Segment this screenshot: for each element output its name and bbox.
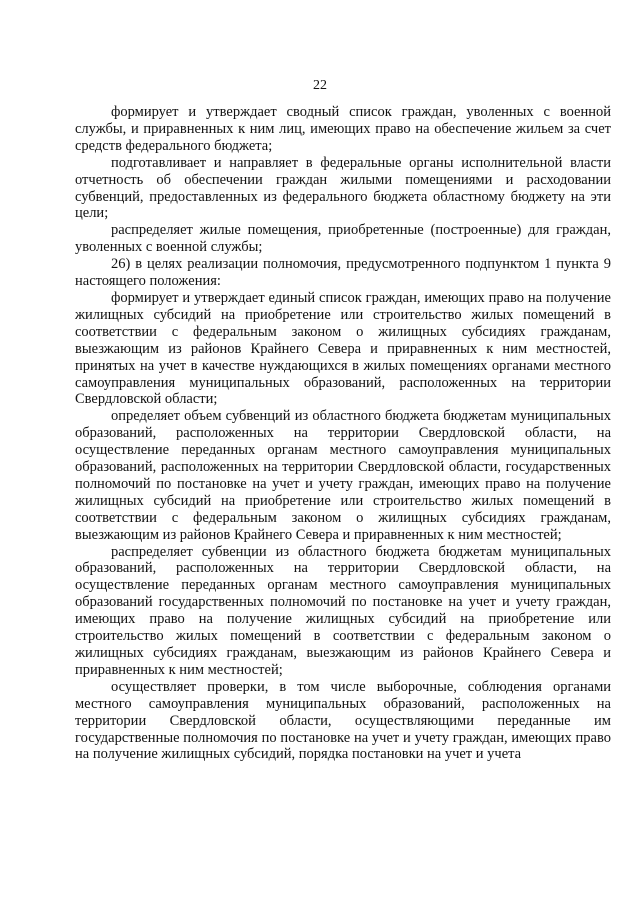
paragraph-subvention-volume: определяет объем субвенций из областного бюджета бюджетам муниципальных образований, расположенных на территории Свердловской области, на осуществление переданных органам местного самоуправления муниципальных образований, расположенных на территории Свердловской области, государственных полномочий по постановке на учет и учету граждан, имеющих право на получение жилищных субсидий на приобретение или строительство жилых помещений в соответствии с федеральным законом о жилищных субсидиях гражданам, выезжающим из районов Крайнего Севера и приравненных к ним местностей; xyxy=(75,408,611,543)
page-number: 22 xyxy=(313,78,327,93)
paragraph-consolidated-list: формирует и утверждает сводный список граждан, уволенных с военной службы, и приравненных к ним лиц, имеющих право на обеспечение жильем за счет средств федерального бюджета; xyxy=(75,104,611,154)
paragraph-item-26: 26) в целях реализации полномочия, предусмотренного подпунктом 1 пункта 9 настоящего положения: xyxy=(75,256,611,290)
paragraph-inspections: осуществляет проверки, в том числе выборочные, соблюдения органами местного самоуправления муниципальных образований, расположенных на территории Свердловской области, осуществляющими переданные им государственные полномочия по постановке на учет и учету граждан, имеющих право на получение жилищных субсидий, порядка постановки на учет и учета xyxy=(75,678,611,763)
paragraph-housing-distribution: распределяет жилые помещения, приобретенные (построенные) для граждан, уволенных с военной службы; xyxy=(75,222,611,256)
document-body xyxy=(75,104,611,763)
paragraph-reporting: подготавливает и направляет в федеральные органы исполнительной власти отчетность об обеспечении граждан жилыми помещениями и расходовании субвенций, предоставленных из федерального бюджета областному бюджету на эти цели; xyxy=(75,154,611,222)
paragraph-unified-list: формирует и утверждает единый список граждан, имеющих право на получение жилищных субсидий на приобретение или строительство жилых помещений в соответствии с федеральным законом о жилищных субсидиях гражданам, выезжающим из районов Крайнего Севера и приравненных к ним местностей, принятых на учет в качестве нуждающихся в жилых помещениях органами местного самоуправления муниципальных образований, расположенных на территории Свердловской области; xyxy=(75,289,611,408)
paragraph-subvention-distribution: распределяет субвенции из областного бюджета бюджетам муниципальных образований, расположенных на территории Свердловской области, на осуществление переданных органам местного самоуправления муниципальных образований государственных полномочий по постановке на учет и учету граждан, имеющих право на получение жилищных субсидий на приобретение или строительство жилых помещений в соответствии с федеральным законом о жилищных субсидиях гражданам, выезжающим из районов Крайнего Севера и приравненных к ним местностей; xyxy=(75,543,611,678)
